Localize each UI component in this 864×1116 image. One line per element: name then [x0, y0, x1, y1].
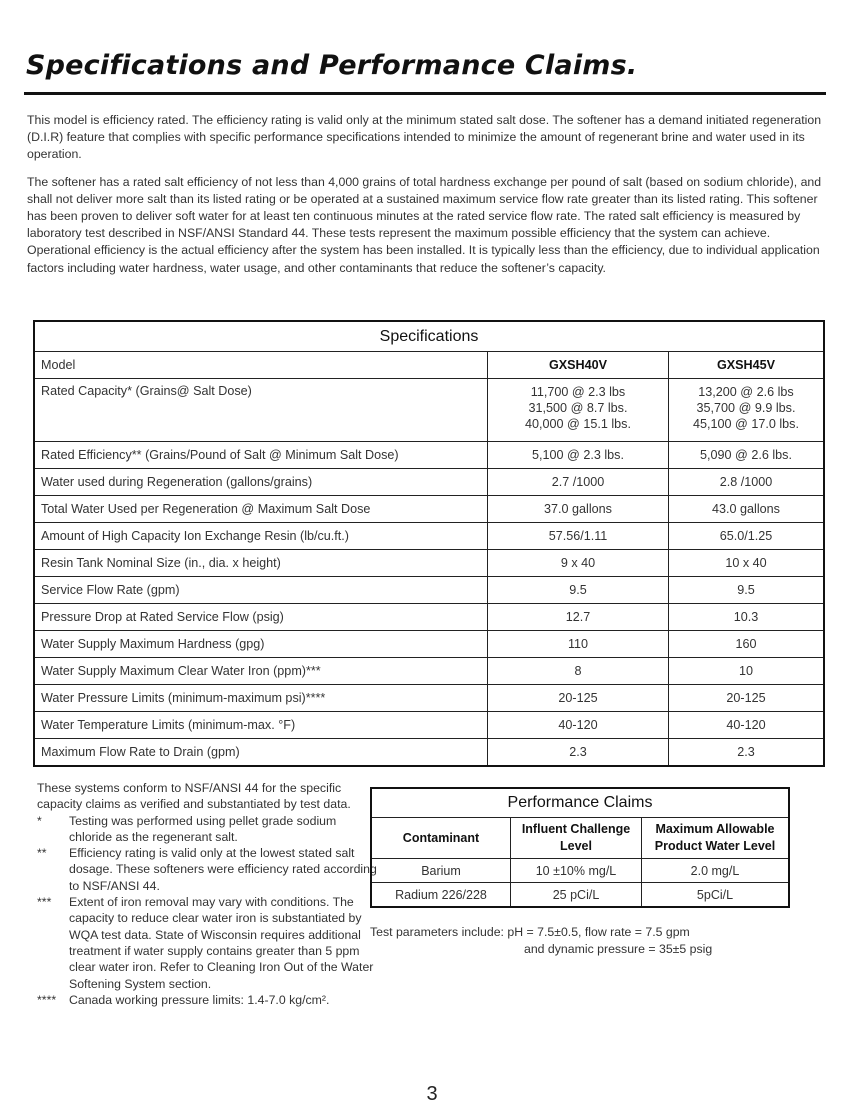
model-header-row: [34, 352, 824, 379]
spec-label: Maximum Flow Rate to Drain (gpm): [34, 739, 488, 767]
performance-title: Performance Claims: [371, 788, 789, 818]
capacity-a-1: 11,700 @ 2.3 lbs: [530, 385, 626, 399]
capacity-b-1: 13,200 @ 2.6 lbs: [698, 385, 794, 399]
capacity-row: [34, 379, 824, 442]
footnote-text: Extent of iron removal may vary with conditions. The capacity to reduce clear water iron is substantiated by WQA test data. State of Wisconsin requires additional treatment if water supply contains greater than 5 ppm clear water iron. Refer to Cleaning Iron Out of the Water Softening System section.: [69, 895, 374, 991]
spec-value-b: 10: [669, 658, 825, 685]
spec-value-a: 37.0 gallons: [488, 496, 669, 523]
footnote-mark: *: [37, 813, 42, 828]
spec-row: [34, 658, 824, 685]
test-parameters-line-1: Test parameters include: pH = 7.5±0.5, flow rate = 7.5 gpm: [370, 925, 690, 939]
spec-value-a: 20-125: [488, 685, 669, 712]
spec-value-b: 40-120: [669, 712, 825, 739]
spec-row: [34, 685, 824, 712]
spec-label: Total Water Used per Regeneration @ Maximum Salt Dose: [34, 496, 488, 523]
spec-value-a: 9.5: [488, 577, 669, 604]
capacity-a: [488, 379, 669, 442]
footnote-mark: **: [37, 846, 47, 861]
specifications-title: Specifications: [34, 321, 824, 352]
spec-value-a: 9 x 40: [488, 550, 669, 577]
model-b: GXSH45V: [669, 352, 825, 379]
spec-value-a: 5,100 @ 2.3 lbs.: [488, 442, 669, 469]
spec-value-a: 8: [488, 658, 669, 685]
footnote-text: Efficiency rating is valid only at the lowest stated salt dosage. These softeners were efficiency rated according to NSF/ANSI 44.: [69, 846, 377, 893]
capacity-a-2: 31,500 @ 8.7 lbs.: [528, 401, 628, 415]
spec-value-a: 110: [488, 631, 669, 658]
spec-value-b: 5,090 @ 2.6 lbs.: [669, 442, 825, 469]
intro-section: [27, 112, 827, 287]
capacity-b: [669, 379, 825, 442]
spec-label: Water used during Regeneration (gallons/grains): [34, 469, 488, 496]
model-label: Model: [34, 352, 488, 379]
spec-label: Service Flow Rate (gpm): [34, 577, 488, 604]
spec-label: Rated Efficiency** (Grains/Pound of Salt @ Minimum Salt Dose): [34, 442, 488, 469]
spec-value-b: 2.3: [669, 739, 825, 767]
spec-label: Amount of High Capacity Ion Exchange Resin (lb/cu.ft.): [34, 523, 488, 550]
header-contaminant: Contaminant: [371, 818, 511, 859]
footnote: [37, 992, 377, 1008]
spec-row: [34, 739, 824, 767]
spec-value-a: 2.7 /1000: [488, 469, 669, 496]
page-title: Specifications and Performance Claims.: [26, 50, 638, 81]
influent-cell: 10 ±10% mg/L: [511, 859, 642, 883]
spec-row: [34, 550, 824, 577]
spec-label: Resin Tank Nominal Size (in., dia. x height): [34, 550, 488, 577]
capacity-a-3: 40,000 @ 15.1 lbs.: [525, 417, 631, 431]
spec-row: [34, 496, 824, 523]
spec-value-b: 160: [669, 631, 825, 658]
performance-claims-table: [370, 787, 790, 908]
spec-row: [34, 577, 824, 604]
spec-value-a: 2.3: [488, 739, 669, 767]
spec-row: [34, 523, 824, 550]
spec-row: [34, 442, 824, 469]
spec-label: Water Supply Maximum Hardness (gpg): [34, 631, 488, 658]
contaminant-cell: Barium: [371, 859, 511, 883]
contaminant-cell: Radium 226/228: [371, 883, 511, 908]
footnote-mark: ****: [37, 992, 57, 1007]
spec-row: [34, 631, 824, 658]
intro-paragraph-1: This model is efficiency rated. The efficiency rating is valid only at the minimum stated salt dose. The softener has a demand initiated regeneration (D.I.R) feature that complies with specific performance specifications intended to minimize the amount of regenerant brine and water used in its operation.: [27, 113, 822, 162]
footnote: [37, 845, 377, 894]
notes-intro: These systems conform to NSF/ANSI 44 for the specific capacity claims as verified and substantiated by test data.: [37, 781, 351, 812]
footnote-mark: ***: [37, 895, 52, 910]
footnote-text: Testing was performed using pellet grade sodium chloride as the regenerant salt.: [69, 813, 337, 844]
spec-label: Water Pressure Limits (minimum-maximum psi)****: [34, 685, 488, 712]
spec-label: Water Temperature Limits (minimum-max. °F): [34, 712, 488, 739]
test-parameters-line-2: and dynamic pressure = 35±5 psig: [524, 941, 713, 956]
title-rule: [24, 92, 826, 95]
spec-value-a: 12.7: [488, 604, 669, 631]
spec-value-b: 2.8 /1000: [669, 469, 825, 496]
spec-row: [34, 469, 824, 496]
spec-value-b: 43.0 gallons: [669, 496, 825, 523]
spec-label: Water Supply Maximum Clear Water Iron (ppm)***: [34, 658, 488, 685]
capacity-b-2: 35,700 @ 9.9 lbs.: [696, 401, 796, 415]
max-level-cell: 5pCi/L: [642, 883, 790, 908]
model-a: GXSH40V: [488, 352, 669, 379]
footnote: [37, 894, 377, 992]
capacity-b-3: 45,100 @ 17.0 lbs.: [693, 417, 799, 431]
spec-row: [34, 604, 824, 631]
intro-paragraph-2: The softener has a rated salt efficiency of not less than 4,000 grains of total hardness exchange per pound of salt (based on sodium chloride), and shall not deliver more salt than its listed rating or be operated at a sustained maximum service flow rate greater than its listed rating. This softener has been proven to deliver soft water for at least ten continuous minutes at the rated service flow rate. The rated salt efficiency is measured by laboratory test described in NSF/ANSI Standard 44. These tests represent the maximum possible efficiency that the system can achieve. Operational efficiency is the actual efficiency after the system has been installed. It is typically less than the efficiency, due to individual application factors including water hardness, water usage, and other contaminants that reduce the softener’s capacity.: [27, 174, 822, 275]
capacity-label: Rated Capacity* (Grains@ Salt Dose): [34, 379, 488, 442]
spec-value-a: 57.56/1.11: [488, 523, 669, 550]
spec-value-b: 65.0/1.25: [669, 523, 825, 550]
notes-section: [37, 780, 377, 1008]
performance-row: [371, 859, 789, 883]
footnote-text: Canada working pressure limits: 1.4-7.0 kg/cm².: [69, 992, 330, 1007]
spec-value-b: 9.5: [669, 577, 825, 604]
performance-row: [371, 883, 789, 908]
spec-label: Pressure Drop at Rated Service Flow (psig): [34, 604, 488, 631]
test-parameters: [370, 924, 712, 957]
spec-row: [34, 712, 824, 739]
spec-value-b: 10.3: [669, 604, 825, 631]
influent-cell: 25 pCi/L: [511, 883, 642, 908]
spec-value-a: 40-120: [488, 712, 669, 739]
spec-value-b: 20-125: [669, 685, 825, 712]
page-number: 3: [426, 1083, 438, 1105]
max-level-cell: 2.0 mg/L: [642, 859, 790, 883]
specifications-table: [33, 320, 825, 767]
footnote: [37, 813, 377, 846]
header-max-allowable: Maximum Allowable Product Water Level: [642, 818, 790, 859]
spec-value-b: 10 x 40: [669, 550, 825, 577]
performance-header-row: [371, 818, 789, 859]
header-influent: Influent Challenge Level: [511, 818, 642, 859]
